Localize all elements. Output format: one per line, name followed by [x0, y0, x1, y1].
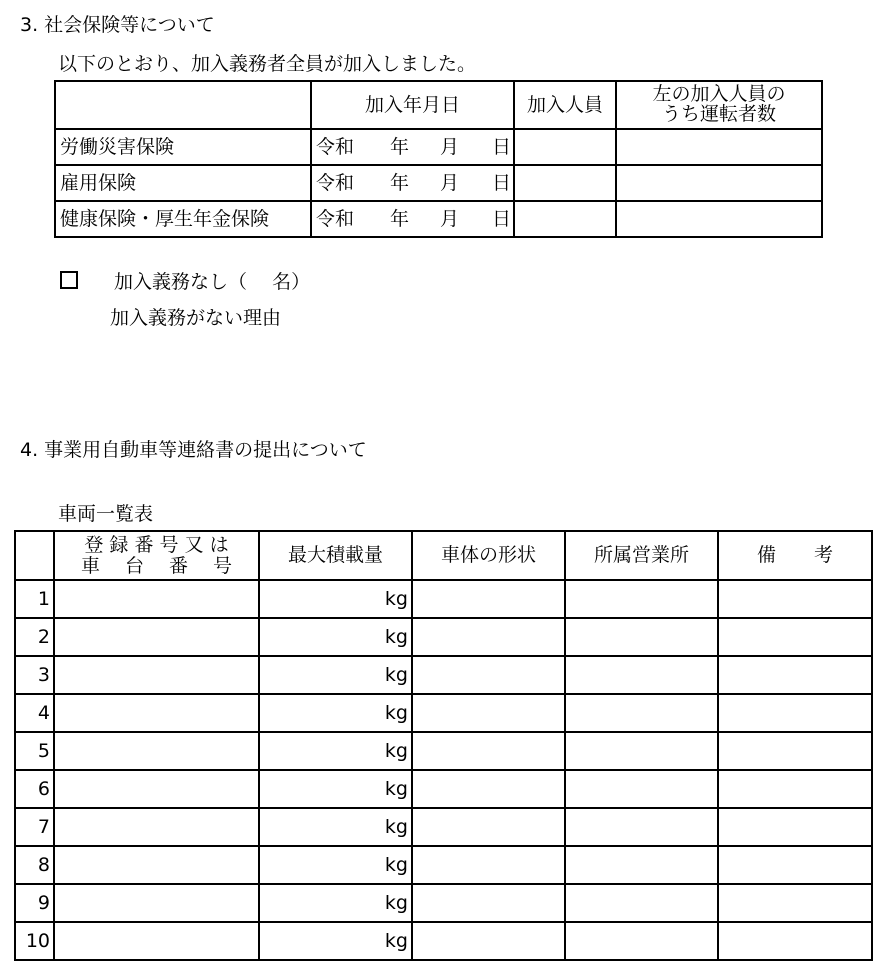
vehicle-registration-field[interactable] — [54, 618, 259, 656]
insurance-date-field[interactable] — [311, 201, 514, 237]
vehicle-row — [15, 808, 872, 846]
date-day: 日 — [492, 208, 512, 230]
vehicle-remarks-field[interactable] — [718, 884, 872, 922]
vehicle-remarks-field[interactable] — [718, 732, 872, 770]
vehicle-office-field[interactable] — [565, 580, 718, 618]
vehicle-table-title: 車両一覧表 — [58, 503, 154, 525]
vehicle-header-max-load: 最大積載量 — [259, 531, 412, 580]
vehicle-max-load-field[interactable]: kg — [259, 694, 412, 732]
insurance-row-employment — [55, 165, 822, 201]
date-year: 年 — [390, 172, 410, 194]
vehicle-row-number: 3 — [15, 656, 54, 694]
date-month: 月 — [440, 208, 460, 230]
date-day: 日 — [492, 136, 512, 158]
vehicle-body-shape-field[interactable] — [412, 846, 565, 884]
insurance-label: 労働災害保険 — [55, 129, 311, 165]
vehicle-body-shape-field[interactable] — [412, 732, 565, 770]
no-obligation-label: 加入義務なし（ 名） — [114, 271, 311, 293]
vehicle-row-number: 10 — [15, 922, 54, 960]
vehicle-row-number: 4 — [15, 694, 54, 732]
vehicle-body-shape-field[interactable] — [412, 808, 565, 846]
vehicle-registration-field[interactable] — [54, 922, 259, 960]
vehicle-row-number: 8 — [15, 846, 54, 884]
no-obligation-reason-label: 加入義務がない理由 — [110, 307, 282, 329]
section3-heading: 3. 社会保険等について — [20, 14, 215, 36]
vehicle-body-shape-field[interactable] — [412, 770, 565, 808]
insurance-row-workers-comp — [55, 129, 822, 165]
vehicle-max-load-field[interactable]: kg — [259, 884, 412, 922]
vehicle-row-number: 6 — [15, 770, 54, 808]
vehicle-max-load-field[interactable]: kg — [259, 732, 412, 770]
vehicle-office-field[interactable] — [565, 846, 718, 884]
vehicle-body-shape-field[interactable] — [412, 922, 565, 960]
insurance-drivers-field[interactable] — [616, 165, 822, 201]
vehicle-table — [14, 530, 873, 961]
vehicle-remarks-field[interactable] — [718, 656, 872, 694]
vehicle-header-remarks: 備 考 — [718, 531, 872, 580]
vehicle-max-load-field[interactable]: kg — [259, 846, 412, 884]
vehicle-row — [15, 770, 872, 808]
insurance-members-field[interactable] — [514, 201, 616, 237]
vehicle-office-field[interactable] — [565, 694, 718, 732]
section3-intro: 以下のとおり、加入義務者全員が加入しました。 — [58, 53, 477, 75]
vehicle-registration-field[interactable] — [54, 580, 259, 618]
vehicle-office-field[interactable] — [565, 656, 718, 694]
vehicle-body-shape-field[interactable] — [412, 656, 565, 694]
insurance-date-field[interactable] — [311, 165, 514, 201]
vehicle-header-registration — [54, 531, 259, 580]
no-obligation-row — [60, 271, 310, 292]
vehicle-body-shape-field[interactable] — [412, 580, 565, 618]
vehicle-office-field[interactable] — [565, 618, 718, 656]
vehicle-max-load-field[interactable]: kg — [259, 808, 412, 846]
vehicle-header-body-shape: 車体の形状 — [412, 531, 565, 580]
vehicle-remarks-field[interactable] — [718, 618, 872, 656]
vehicle-max-load-field[interactable]: kg — [259, 618, 412, 656]
vehicle-row-number: 9 — [15, 884, 54, 922]
vehicle-max-load-field[interactable]: kg — [259, 770, 412, 808]
vehicle-body-shape-field[interactable] — [412, 618, 565, 656]
section4-heading: 4. 事業用自動車等連絡書の提出について — [20, 439, 367, 461]
vehicle-registration-field[interactable] — [54, 694, 259, 732]
vehicle-header-office: 所属営業所 — [565, 531, 718, 580]
vehicle-office-field[interactable] — [565, 922, 718, 960]
vehicle-registration-field[interactable] — [54, 656, 259, 694]
insurance-table — [54, 80, 823, 238]
date-month: 月 — [440, 172, 460, 194]
vehicle-registration-field[interactable] — [54, 884, 259, 922]
vehicle-remarks-field[interactable] — [718, 770, 872, 808]
vehicle-row-number: 1 — [15, 580, 54, 618]
vehicle-office-field[interactable] — [565, 808, 718, 846]
date-year: 年 — [390, 208, 410, 230]
date-era: 令和 — [316, 172, 355, 194]
vehicle-rows — [15, 580, 872, 960]
vehicle-max-load-field[interactable]: kg — [259, 580, 412, 618]
vehicle-row — [15, 580, 872, 618]
vehicle-row — [15, 732, 872, 770]
insurance-header-drivers-line1: 左の加入人員の — [652, 83, 786, 106]
vehicle-body-shape-field[interactable] — [412, 694, 565, 732]
insurance-members-field[interactable] — [514, 129, 616, 165]
vehicle-row — [15, 922, 872, 960]
insurance-members-field[interactable] — [514, 165, 616, 201]
vehicle-remarks-field[interactable] — [718, 922, 872, 960]
insurance-header-date: 加入年月日 — [311, 81, 514, 129]
insurance-drivers-field[interactable] — [616, 201, 822, 237]
insurance-label: 雇用保険 — [55, 165, 311, 201]
date-era: 令和 — [316, 208, 355, 230]
vehicle-row — [15, 846, 872, 884]
insurance-label: 健康保険・厚生年金保険 — [55, 201, 311, 237]
vehicle-max-load-field[interactable]: kg — [259, 656, 412, 694]
vehicle-max-load-field[interactable]: kg — [259, 922, 412, 960]
vehicle-remarks-field[interactable] — [718, 580, 872, 618]
insurance-header-members: 加入人員 — [514, 81, 616, 129]
vehicle-remarks-field[interactable] — [718, 846, 872, 884]
vehicle-header-registration-line2: 車 台 番 号 — [80, 554, 233, 577]
vehicle-row — [15, 694, 872, 732]
vehicle-row-number: 7 — [15, 808, 54, 846]
vehicle-row — [15, 884, 872, 922]
date-day: 日 — [492, 172, 512, 194]
vehicle-remarks-field[interactable] — [718, 694, 872, 732]
vehicle-office-field[interactable] — [565, 884, 718, 922]
insurance-date-field[interactable] — [311, 129, 514, 165]
date-month: 月 — [440, 136, 460, 158]
insurance-row-health-pension — [55, 201, 822, 237]
vehicle-row-number: 2 — [15, 618, 54, 656]
vehicle-remarks-field[interactable] — [718, 808, 872, 846]
insurance-drivers-field[interactable] — [616, 129, 822, 165]
vehicle-registration-field[interactable] — [54, 732, 259, 770]
insurance-header-drivers — [616, 81, 822, 129]
no-obligation-checkbox[interactable] — [60, 271, 78, 289]
vehicle-header-number — [15, 531, 54, 580]
vehicle-row — [15, 618, 872, 656]
vehicle-row — [15, 656, 872, 694]
vehicle-registration-field[interactable] — [54, 770, 259, 808]
vehicle-registration-field[interactable] — [54, 808, 259, 846]
date-year: 年 — [390, 136, 410, 158]
vehicle-office-field[interactable] — [565, 770, 718, 808]
vehicle-header-registration-line1: 登 録 番 号 又 は — [84, 533, 229, 556]
date-era: 令和 — [316, 136, 355, 158]
insurance-header-drivers-line2: うち運転者数 — [661, 103, 776, 125]
vehicle-row-number: 5 — [15, 732, 54, 770]
vehicle-office-field[interactable] — [565, 732, 718, 770]
insurance-header-blank — [55, 81, 311, 129]
vehicle-body-shape-field[interactable] — [412, 884, 565, 922]
vehicle-registration-field[interactable] — [54, 846, 259, 884]
